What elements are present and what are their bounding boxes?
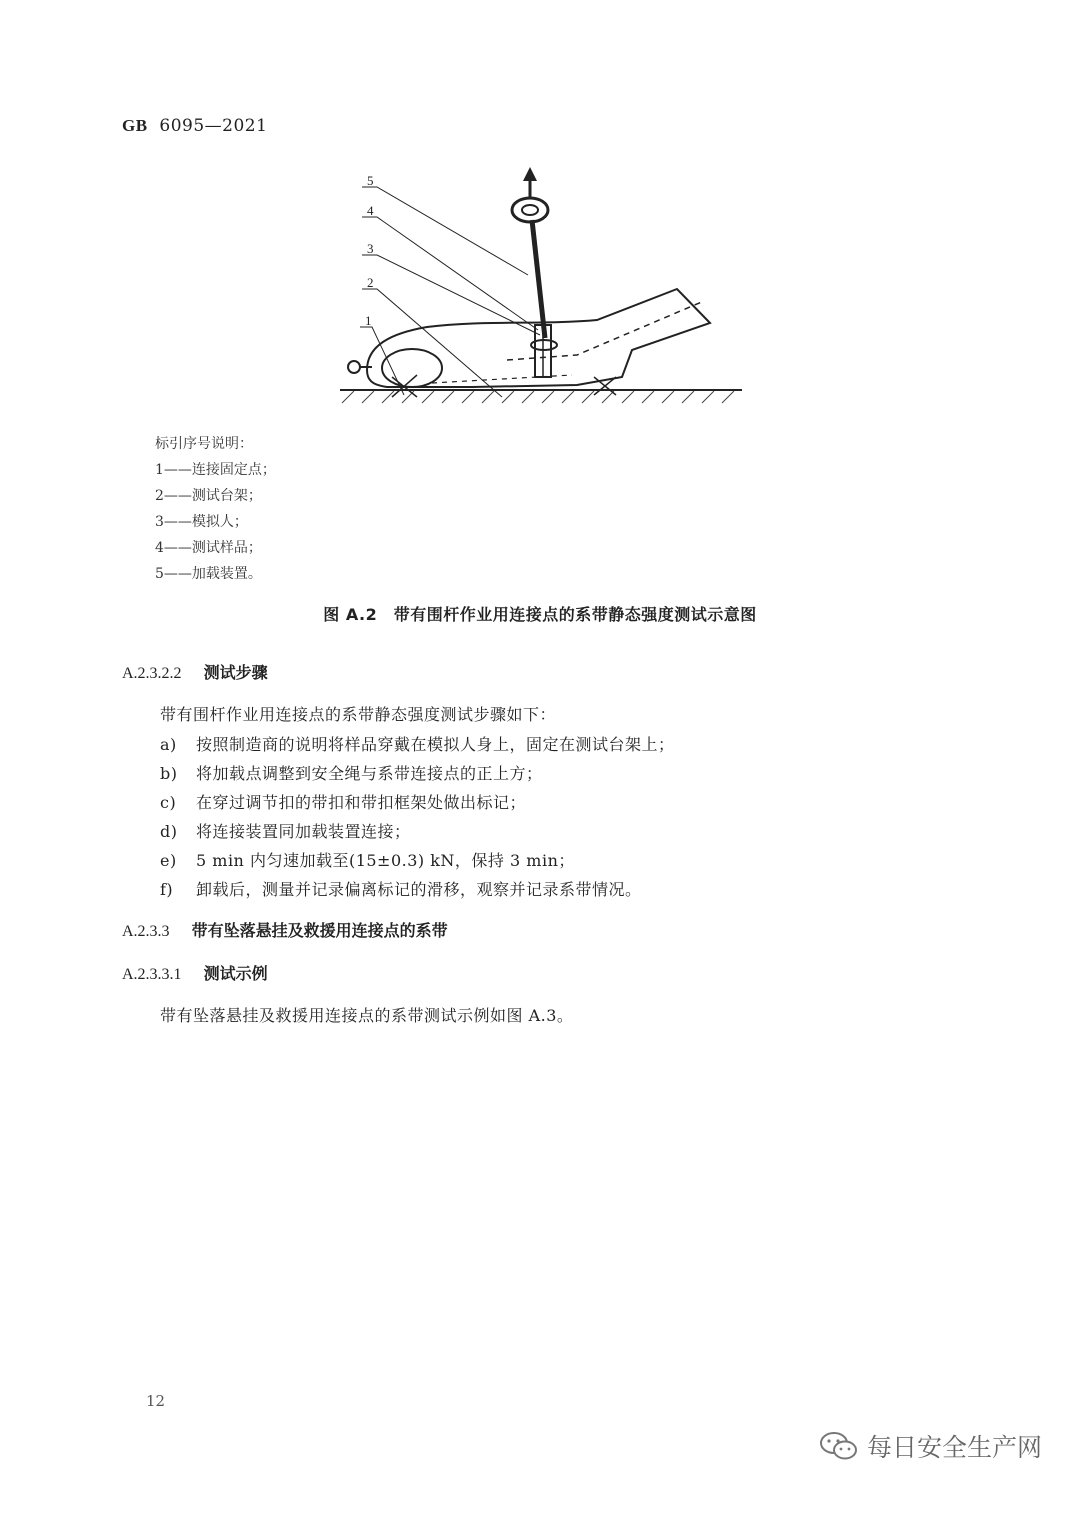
- step-text: 按照制造商的说明将样品穿戴在模拟人身上，固定在测试台架上；: [196, 735, 675, 754]
- section-title: 测试步骤: [203, 663, 268, 682]
- chat-bubble-icon: [819, 1430, 859, 1462]
- callout-4: 4: [367, 203, 374, 218]
- section-heading: [122, 961, 268, 984]
- section-title: 测试示例: [203, 964, 268, 983]
- step-item: [160, 761, 543, 784]
- intro-paragraph: 带有围杆作业用连接点的系带静态强度测试步骤如下：: [160, 705, 557, 724]
- legend-item-3: 3——模拟人；: [155, 514, 248, 530]
- callout-1: 1: [365, 313, 372, 328]
- dummy-body: [367, 289, 710, 387]
- loading-rod: [532, 220, 545, 338]
- step-label: b): [160, 764, 178, 783]
- standard-number: 6095—2021: [159, 116, 268, 136]
- legend-item-5: 5——加载装置。: [155, 566, 262, 582]
- load-arrow: [523, 167, 537, 181]
- step-text: 将加载点调整到安全绳与系带连接点的正上方；: [196, 764, 543, 783]
- step-item: [160, 877, 642, 900]
- step-label: d): [160, 822, 178, 841]
- section-number: A.2.3.3: [122, 923, 170, 940]
- step-item: [160, 848, 575, 871]
- section-number: A.2.3.2.2: [122, 665, 182, 682]
- watermark: [819, 1428, 1042, 1464]
- legend-item-2: 2——测试台架；: [155, 488, 262, 504]
- section-heading: [122, 660, 268, 683]
- step-text: 5 min 内匀速加载至(15±0.3) kN，保持 3 min；: [196, 851, 575, 870]
- section-number: A.2.3.3.1: [122, 966, 182, 983]
- step-label: c): [160, 793, 177, 812]
- standard-code: [122, 116, 267, 136]
- figure-caption: 图 A.2 带有围杆作业用连接点的系带静态强度测试示意图: [323, 605, 757, 624]
- example-paragraph: 带有坠落悬挂及救援用连接点的系带测试示例如图 A.3。: [160, 1006, 574, 1025]
- step-text: 将连接装置同加载装置连接；: [196, 822, 411, 841]
- step-text: 在穿过调节扣的带扣和带扣框架处做出标记；: [196, 793, 527, 812]
- loading-hook: [512, 198, 548, 222]
- section-title: 带有坠落悬挂及救援用连接点的系带: [191, 921, 448, 940]
- page-number: 12: [146, 1392, 166, 1410]
- step-item: [160, 790, 526, 813]
- legend-item-1: 1——连接固定点；: [155, 462, 276, 478]
- callout-5: 5: [367, 173, 374, 188]
- step-label: e): [160, 851, 177, 870]
- step-item: [160, 732, 675, 755]
- callout-2: 2: [367, 275, 374, 290]
- legend-title: 标引序号说明：: [155, 436, 253, 452]
- standard-prefix: GB: [122, 116, 148, 135]
- anchor-point: [348, 361, 360, 373]
- callout-3: 3: [367, 241, 374, 256]
- legend-item-4: 4——测试样品；: [155, 540, 262, 556]
- test-diagram: [332, 165, 752, 415]
- step-item: [160, 819, 411, 842]
- step-label: a): [160, 735, 177, 754]
- step-label: f): [160, 880, 174, 899]
- step-text: 卸载后，测量并记录偏离标记的滑移，观察并记录系带情况。: [196, 880, 642, 899]
- watermark-text: 每日安全生产网: [866, 1433, 1042, 1462]
- section-heading: [122, 918, 448, 941]
